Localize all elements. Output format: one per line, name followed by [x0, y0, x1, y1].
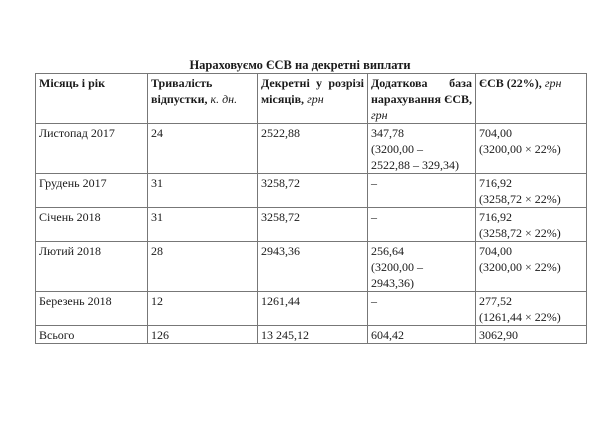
header-duration: Тривалість відпустки, к. дн.	[148, 74, 258, 124]
cell-days: 12	[148, 292, 258, 326]
header-row	[36, 74, 587, 124]
total-row	[36, 326, 587, 344]
cell-esv: 716,92 (3258,72 × 22%)	[476, 208, 587, 242]
cell-days: 31	[148, 174, 258, 208]
cell-base: –	[368, 208, 476, 242]
table-row	[36, 208, 587, 242]
cell-base: 256,64 (3200,00 – 2943,36)	[368, 242, 476, 292]
total-esv: 3062,90	[476, 326, 587, 344]
table-row	[36, 242, 587, 292]
cell-days: 24	[148, 124, 258, 174]
cell-amount: 3258,72	[258, 174, 368, 208]
cell-days: 31	[148, 208, 258, 242]
cell-esv: 704,00 (3200,00 × 22%)	[476, 124, 587, 174]
header-extra-base: Додаткова база нарахування ЄСВ, грн	[368, 74, 476, 124]
table-row	[36, 174, 587, 208]
cell-month: Січень 2018	[36, 208, 148, 242]
cell-amount: 2943,36	[258, 242, 368, 292]
cell-month: Грудень 2017	[36, 174, 148, 208]
cell-base: –	[368, 174, 476, 208]
cell-amount: 1261,44	[258, 292, 368, 326]
header-esv: ЄСВ (22%), грн	[476, 74, 587, 124]
cell-month: Листопад 2017	[36, 124, 148, 174]
header-maternity: Декретні у розрізі місяців, грн	[258, 74, 368, 124]
total-label: Всього	[36, 326, 148, 344]
cell-amount: 2522,88	[258, 124, 368, 174]
cell-month: Березень 2018	[36, 292, 148, 326]
table-row	[36, 292, 587, 326]
header-month: Місяць і рік	[36, 74, 148, 124]
cell-base: –	[368, 292, 476, 326]
table-title: Нараховуємо ЄСВ на декретні виплати	[189, 58, 411, 72]
cell-month: Лютий 2018	[36, 242, 148, 292]
cell-esv: 704,00 (3200,00 × 22%)	[476, 242, 587, 292]
total-days: 126	[148, 326, 258, 344]
cell-esv: 277,52 (1261,44 × 22%)	[476, 292, 587, 326]
esv-table	[35, 73, 587, 344]
total-base: 604,42	[368, 326, 476, 344]
total-amount: 13 245,12	[258, 326, 368, 344]
cell-esv: 716,92 (3258,72 × 22%)	[476, 174, 587, 208]
cell-base: 347,78 (3200,00 – 2522,88 – 329,34)	[368, 124, 476, 174]
cell-days: 28	[148, 242, 258, 292]
cell-amount: 3258,72	[258, 208, 368, 242]
table-row	[36, 124, 587, 174]
